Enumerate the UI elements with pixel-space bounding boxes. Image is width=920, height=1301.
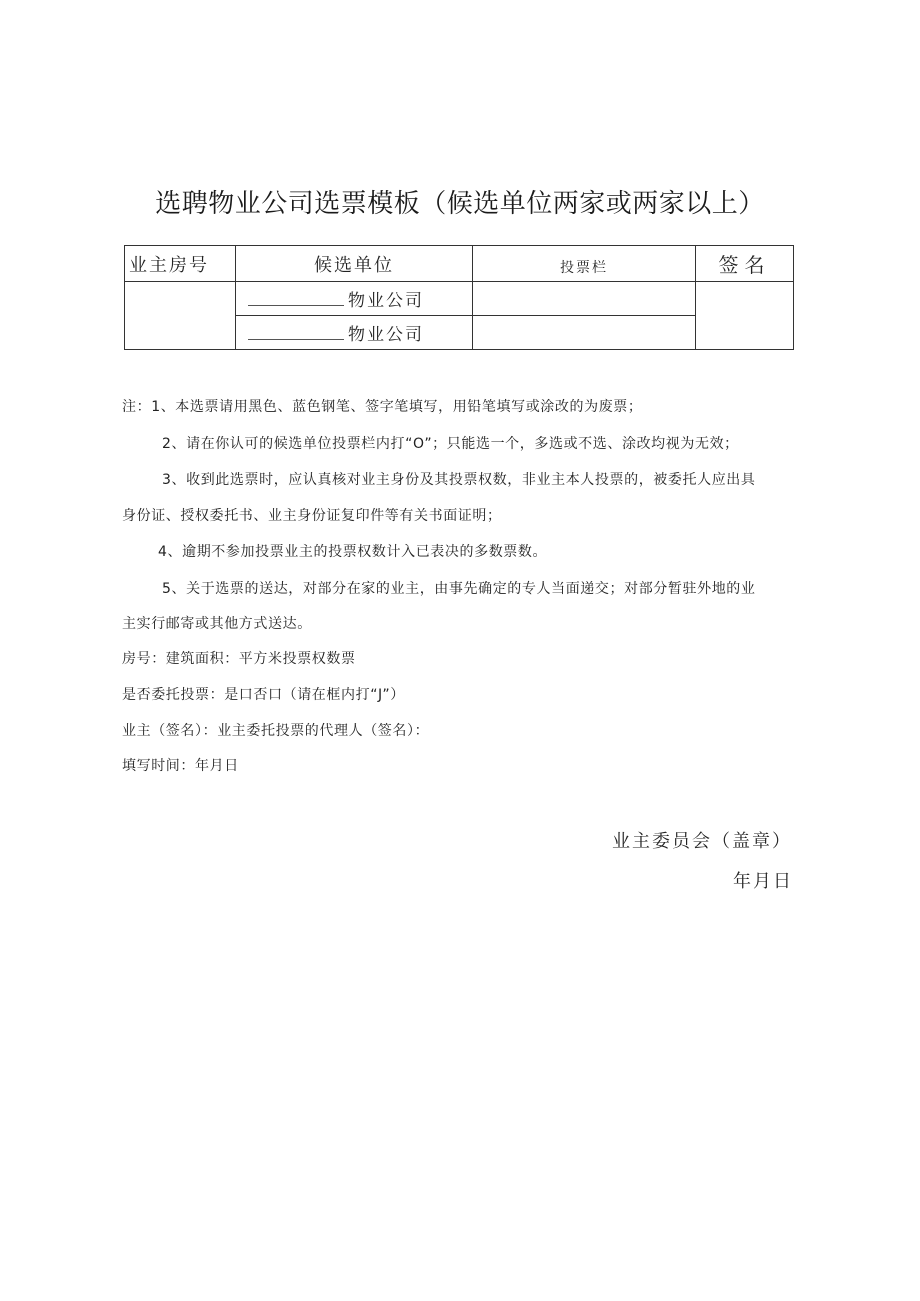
note-3-cont: 身份证、授权委托书、业主身份证复印件等有关书面证明；	[122, 508, 502, 524]
note-4: 4、逾期不参加投票业主的投票权数计入已表决的多数票数。	[158, 544, 548, 560]
note-1: 注：1、本选票请用黑色、蓝色钢笔、签字笔填写，用铅笔填写或涂改的为废票；	[122, 399, 643, 415]
table-row	[125, 282, 794, 316]
table-header-row	[125, 246, 794, 282]
candidate-name-blank[interactable]	[248, 325, 344, 340]
header-vote: 投票栏	[473, 246, 696, 282]
vote-cell[interactable]	[473, 282, 696, 316]
field-fill-date: 填写时间：年月日	[122, 758, 239, 774]
owner-room-cell[interactable]	[125, 282, 236, 350]
committee-date-label: 年月日	[733, 871, 793, 892]
note-3: 3、收到此选票时，应认真核对业主身份及其投票权数，非业主本人投票的，被委托人应出具	[162, 472, 756, 488]
committee-seal-label: 业主委员会（盖章）	[612, 831, 792, 852]
field-room-area: 房号：建筑面积：平方米投票权数票	[122, 651, 356, 667]
note-5: 5、关于选票的送达，对部分在家的业主，由事先确定的专人当面递交；对部分暂驻外地的业	[162, 581, 756, 597]
candidate-name-blank[interactable]	[248, 291, 344, 306]
ballot-table	[124, 245, 794, 350]
note-5-cont: 主实行邮寄或其他方式送达。	[122, 616, 312, 632]
candidate-cell	[236, 316, 473, 350]
candidate-label: 物业公司	[348, 325, 424, 345]
field-proxy-vote: 是否委托投票：是口否口（请在框内打“J”）	[122, 687, 405, 703]
header-signature: 签名	[696, 246, 794, 282]
signature-cell[interactable]	[696, 282, 794, 350]
header-owner-room: 业主房号	[125, 246, 236, 282]
candidate-label: 物业公司	[348, 291, 424, 311]
page-title: 选聘物业公司选票模板（候选单位两家或两家以上）	[155, 189, 765, 219]
note-2: 2、请在你认可的候选单位投票栏内打“O”；只能选一个，多选或不选、涂改均视为无效；	[162, 436, 739, 452]
vote-cell[interactable]	[473, 316, 696, 350]
field-owner-signature: 业主（签名）：业主委托投票的代理人（签名）：	[122, 723, 430, 739]
header-candidate: 候选单位	[236, 246, 473, 282]
candidate-cell	[236, 282, 473, 316]
